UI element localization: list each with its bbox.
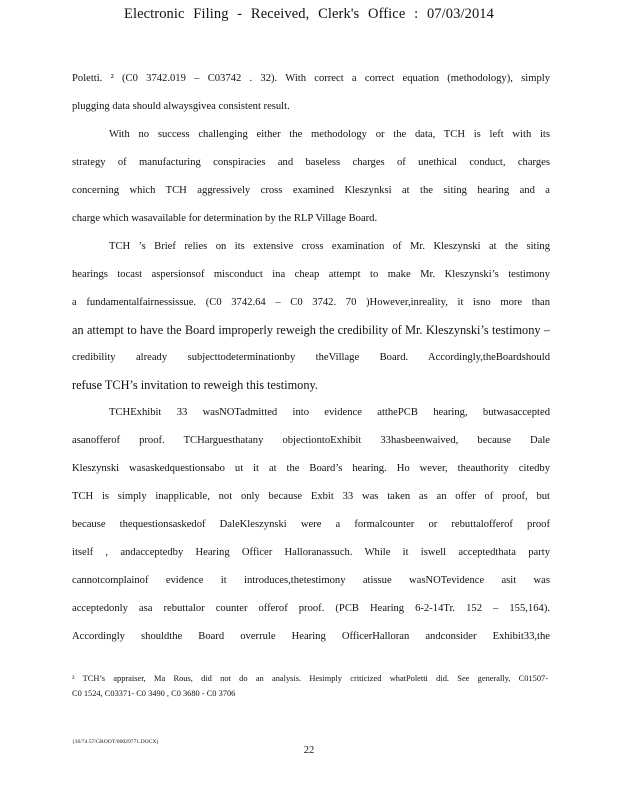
filing-header: Electronic Filing - Received, Clerk's Office : 07/03/2014 (123, 6, 495, 22)
body-line: acceptedonly asa rebuttalor counter offerof proof. (PCB Hearing 6-2-14Tr. 152 – 155,164). (72, 603, 550, 614)
body-line: TCH ’s Brief relies on its extensive cross examination of Mr. Kleszynski at the siting (109, 241, 550, 252)
body-line: TCHExhibit 33 wasNOTadmitted into evidence atthePCB hearing, butwasaccepted (109, 407, 550, 418)
body-line: itself , andacceptedby Hearing Officer Halloranassuch. While it iswell acceptedthata party (72, 547, 550, 558)
body-line: plugging data should alwaysgivea consistent result. (72, 101, 290, 112)
body-line: Kleszynski wasaskedquestionsabo ut it at the Board’s hearing. Ho wever, theauthority citedby (72, 463, 550, 474)
body-line: Poletti. ² (C0 3742.019 – C03742 . 32). With correct a correct equation (methodology), simply (72, 73, 550, 84)
body-line: With no success challenging either the methodology or the data, TCH is left with its (109, 129, 550, 140)
body-line: concerning which TCH aggressively cross examined Kleszynksi at the siting hearing and a (72, 185, 550, 196)
body-line: hearings tocast aspersionsof misconduct ina cheap attempt to make Mr. Kleszynski’s testimony (72, 269, 550, 280)
document-id: {36/74.57/GROOT/00029771.DOCX} (72, 739, 160, 745)
body-line: a fundamentalfairnessissue. (C0 3742.64 – C0 3742. 70 )However,inreality, it isno more than (72, 297, 550, 308)
footnote-line-1: ² TCH’s appraiser, Ma Rous, did not do an analysis. Hesimply criticized whatPoletti did. See generally, C01507- (72, 674, 548, 683)
footnote-rule (72, 660, 172, 661)
page-number: 22 (303, 745, 315, 756)
body-line: charge which wasavailable for determination by the RLP Village Board. (72, 213, 378, 224)
body-line: asanofferof proof. TCHarguesthatany objectiontoExhibit 33hasbeenwaived, because Dale (72, 435, 550, 446)
body-line: an attempt to have the Board improperly reweigh the credibility of Mr. Kleszynski’s testimony – (72, 323, 550, 337)
footnote-line-2: C0 1524, C03371- C0 3490 , C0 3680 - C0 3706 (72, 689, 236, 698)
body-line: TCH is simply inapplicable, not only because Exbit 33 was taken as an offer of proof, but (72, 491, 550, 502)
body-line: Accordingly shouldthe Board overrule Hearing OfficerHalloran andconsider Exhibit33,the (72, 631, 550, 642)
body-line: refuse TCH’s invitation to reweigh this testimony. (72, 378, 318, 392)
body-line: because thequestionsaskedof DaleKleszynski were a formalcounter or rebuttalofferof proof (72, 519, 550, 530)
body-line: cannotcomplainof evidence it introduces,thetestimony atissue wasNOTevidence asit was (72, 575, 550, 586)
body-line: strategy of manufacturing conspiracies and baseless charges of unethical conduct, charges (72, 157, 550, 168)
body-line: credibility already subjecttodeterminationby theVillage Board. Accordingly,theBoardshould (72, 352, 550, 363)
